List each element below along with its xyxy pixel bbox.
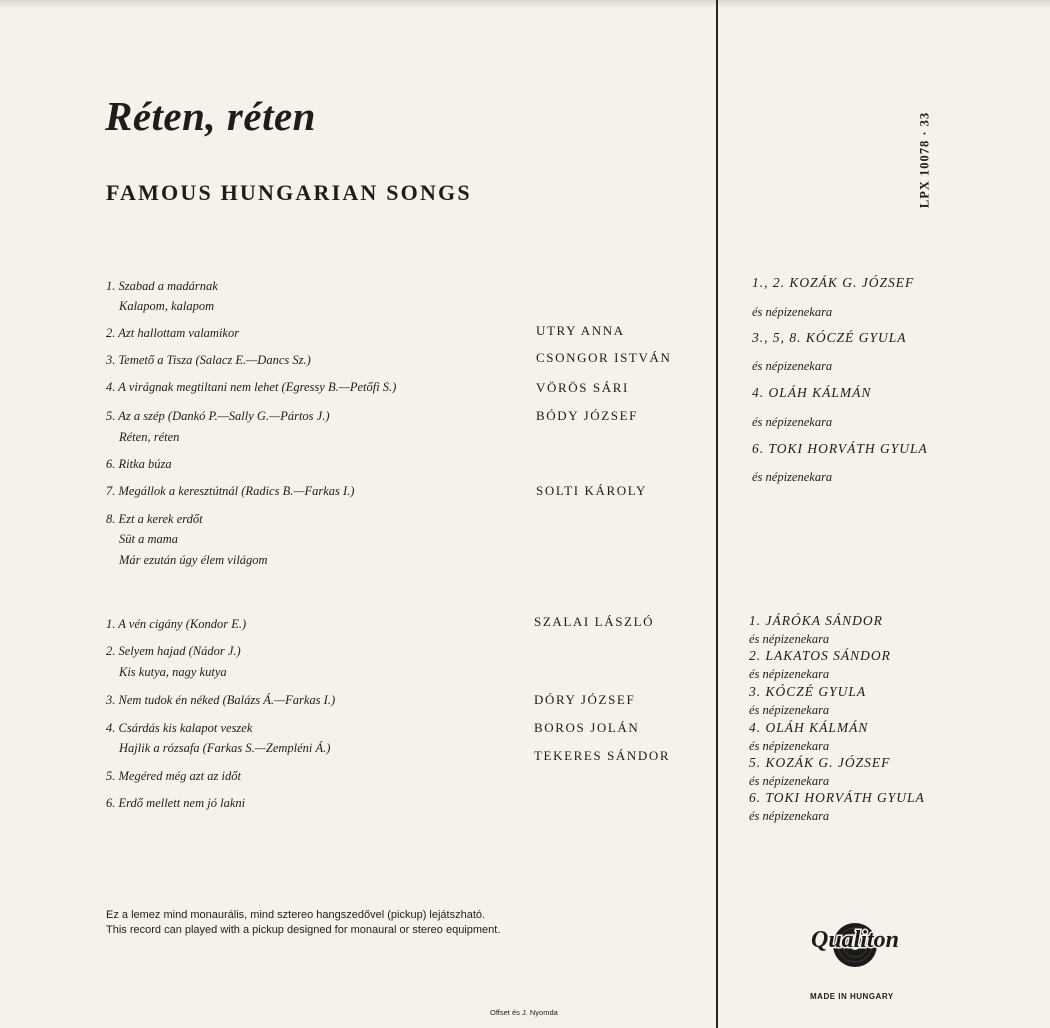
performer-name: DÓRY JÓZSEF: [534, 692, 636, 707]
qualiton-logo: [800, 915, 910, 975]
orchestra-subtitle: és népizenekara: [749, 774, 830, 788]
orchestra-leader: 1. JÁRÓKA SÁNDOR: [749, 613, 883, 628]
playback-note-english: This record can played with a pickup designed for monaural or stereo equipment.: [106, 924, 501, 936]
track-line: 3. Nem tudok én néked (Balázs Á.—Farkas I.): [106, 693, 336, 707]
track-line: 8. Ezt a kerek erdőt: [106, 512, 203, 526]
orchestra-leader: 5. KOZÁK G. JÓZSEF: [749, 755, 891, 770]
performer-name: BOROS JOLÁN: [534, 720, 640, 735]
track-line: 6. Erdő mellett nem jó lakni: [106, 796, 246, 810]
orchestra-leader: 6. TOKI HORVÁTH GYULA: [752, 441, 928, 456]
orchestra-leader: 4. OLÁH KÁLMÁN: [749, 720, 869, 735]
track-line: Réten, réten: [119, 430, 180, 444]
track-line: 7. Megállok a keresztútnál (Radics B.—Farkas I.): [106, 484, 355, 498]
orchestra-leader: 6. TOKI HORVÁTH GYULA: [749, 790, 925, 805]
track-line: Már ezután úgy élem világom: [119, 553, 268, 567]
performer-name: SZALAI LÁSZLÓ: [534, 614, 655, 629]
track-line: Süt a mama: [119, 532, 179, 546]
performer-name: TEKERES SÁNDOR: [534, 748, 671, 763]
orchestra-subtitle: és népizenekara: [752, 470, 833, 484]
orchestra-leader: 3. KÓCZÉ GYULA: [749, 684, 867, 699]
playback-note-hungarian: Ez a lemez mind monaurális, mind sztereo hangszedővel (pickup) lejátszható.: [106, 909, 486, 921]
performer-name: UTRY ANNA: [536, 323, 625, 338]
track-line: 1. A vén cigány (Kondor E.): [106, 617, 247, 631]
track-line: 5. Az a szép (Dankó P.—Sally G.—Pártos J.): [106, 409, 330, 423]
track-line: Kis kutya, nagy kutya: [119, 665, 227, 679]
track-line: Kalapom, kalapom: [119, 299, 215, 313]
performer-name: BÓDY JÓZSEF: [536, 408, 638, 423]
track-line: 6. Ritka búza: [106, 457, 172, 471]
album-subtitle: FAMOUS HUNGARIAN SONGS: [106, 180, 472, 205]
orchestra-leader: 2. LAKATOS SÁNDOR: [749, 648, 891, 663]
album-title: Réten, réten: [105, 93, 316, 139]
track-line: 1. Szabad a madárnak: [106, 279, 218, 293]
orchestra-leader: 1., 2. KOZÁK G. JÓZSEF: [752, 275, 915, 290]
orchestra-subtitle: és népizenekara: [749, 809, 830, 823]
orchestra-subtitle: és népizenekara: [749, 632, 830, 646]
orchestra-leader: 3., 5, 8. KÓCZÉ GYULA: [752, 330, 907, 345]
track-line: 4. Csárdás kis kalapot veszek: [106, 721, 253, 735]
catalog-number: LPX 10078 · 33: [917, 111, 932, 209]
made-in-label: MADE IN HUNGARY: [810, 992, 894, 1001]
orchestra-subtitle: és népizenekara: [752, 305, 833, 319]
orchestra-subtitle: és népizenekara: [752, 359, 833, 373]
track-line: 2. Azt hallottam valamikor: [106, 326, 240, 340]
track-line: 3. Temető a Tisza (Salacz E.—Dancs Sz.): [106, 353, 311, 367]
track-line: 2. Selyem hajad (Nádor J.): [106, 644, 241, 658]
printer-credit: Offset és J. Nyomda: [490, 1008, 558, 1017]
orchestra-leader: 4. OLÁH KÁLMÁN: [752, 385, 872, 400]
orchestra-subtitle: és népizenekara: [749, 667, 830, 681]
orchestra-subtitle: és népizenekara: [749, 703, 830, 717]
logo-wordmark: Qualiton: [810, 927, 900, 953]
track-line: 4. A virágnak megtiltani nem lehet (Egressy B.—Petőfi S.): [106, 380, 397, 394]
orchestra-subtitle: és népizenekara: [752, 415, 833, 429]
track-line: Hajlik a rózsafa (Farkas S.—Zempléni Á.): [119, 741, 331, 755]
track-line: 5. Megéred még azt az időt: [106, 769, 241, 783]
performer-name: CSONGOR ISTVÁN: [536, 350, 672, 365]
cover-fold-line: [716, 0, 718, 1028]
performer-name: VÖRÖS SÁRI: [536, 380, 629, 395]
orchestra-subtitle: és népizenekara: [749, 739, 830, 753]
performer-name: SOLTI KÁROLY: [536, 483, 647, 498]
